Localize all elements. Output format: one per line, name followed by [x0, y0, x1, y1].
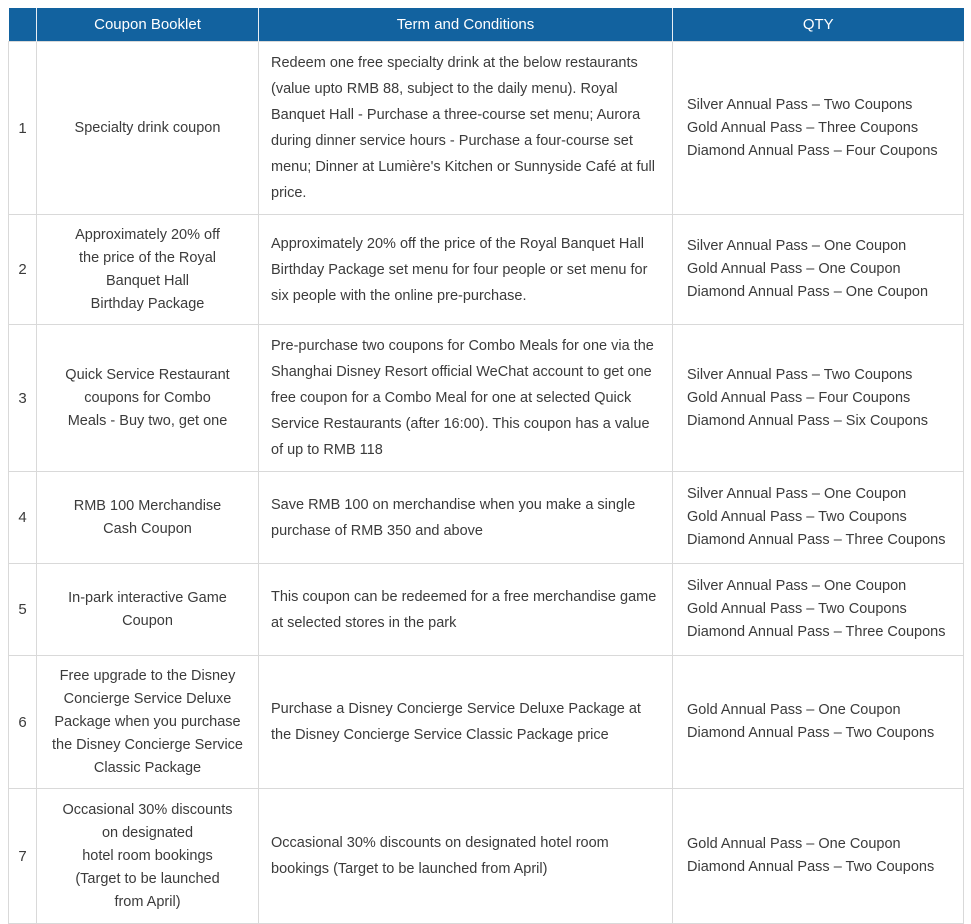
table-row: [9, 42, 964, 215]
table-row: [9, 789, 964, 924]
row-number: 5: [9, 564, 37, 656]
terms-cell: Pre-purchase two coupons for Combo Meals for one via the Shanghai Disney Resort official WeChat account to get one free coupon for a Combo Meal for one at selected Quick Service Restaurants (after 16:00). This coupon has a value of up to RMB 118: [259, 325, 673, 472]
qty-line: Silver Annual Pass – Two Coupons: [687, 366, 913, 383]
coupon-booklet-cell: [37, 42, 259, 215]
qty-line: Diamond Annual Pass – Two Coupons: [687, 859, 935, 875]
qty-line: Diamond Annual Pass – Three Coupons: [687, 532, 946, 548]
booklet-line: Quick Service Restaurant: [65, 366, 230, 383]
qty-cell: [673, 564, 964, 656]
qty-cell: [673, 656, 964, 789]
table-row: [9, 472, 964, 564]
row-number: 4: [9, 472, 37, 564]
qty-line: Gold Annual Pass – One Coupon: [687, 836, 901, 852]
coupon-booklet-cell: [37, 325, 259, 472]
qty-line: Diamond Annual Pass – One Coupon: [687, 284, 929, 300]
booklet-line: the Disney Concierge Service: [51, 736, 243, 753]
row-number: 6: [9, 656, 37, 789]
booklet-line: Banquet Hall: [105, 272, 190, 289]
booklet-line: hotel room bookings: [82, 847, 213, 864]
qty-line: Diamond Annual Pass – Six Coupons: [687, 412, 929, 429]
qty-line: Gold Annual Pass – Four Coupons: [687, 389, 911, 406]
row-number: 3: [9, 325, 37, 472]
table-row: [9, 215, 964, 325]
header-qty: QTY: [673, 8, 964, 42]
qty-line: Gold Annual Pass – Two Coupons: [687, 601, 907, 617]
qty-cell: [673, 325, 964, 472]
qty-cell: [673, 789, 964, 924]
table-row: [9, 564, 964, 656]
coupon-table: [8, 8, 964, 924]
terms-cell: Save RMB 100 on merchandise when you make a single purchase of RMB 350 and above: [259, 472, 673, 564]
booklet-line: Cash Coupon: [103, 520, 192, 537]
coupon-booklet-cell: [37, 564, 259, 656]
booklet-line: In-park interactive Game: [68, 589, 227, 606]
booklet-line: Birthday Package: [90, 295, 205, 312]
qty-line: Gold Annual Pass – One Coupon: [687, 261, 901, 277]
row-number: 2: [9, 215, 37, 325]
coupon-booklet-cell: [37, 472, 259, 564]
qty-line: Gold Annual Pass – Two Coupons: [687, 509, 907, 525]
header-coupon-booklet: Coupon Booklet: [37, 8, 259, 42]
qty-line: Silver Annual Pass – One Coupon: [687, 238, 907, 254]
qty-line: Silver Annual Pass – Two Coupons: [687, 96, 913, 113]
row-number: 1: [9, 42, 37, 215]
qty-cell: [673, 215, 964, 325]
coupon-booklet-cell: [37, 215, 259, 325]
qty-line: Gold Annual Pass – One Coupon: [687, 702, 901, 718]
booklet-line: Coupon: [122, 612, 173, 629]
terms-cell: Occasional 30% discounts on designated hotel room bookings (Target to be launched from April): [259, 789, 673, 924]
booklet-line: the price of the Royal: [78, 249, 217, 266]
booklet-line: RMB 100 Merchandise: [73, 497, 222, 514]
booklet-line: Meals - Buy two, get one: [67, 412, 228, 429]
qty-line: Diamond Annual Pass – Four Coupons: [687, 142, 938, 159]
booklet-line: from April): [114, 893, 181, 910]
booklet-line: coupons for Combo: [84, 389, 211, 406]
qty-cell: [673, 472, 964, 564]
qty-line: Silver Annual Pass – One Coupon: [687, 486, 907, 502]
table-row: [9, 656, 964, 789]
terms-cell: Redeem one free specialty drink at the below restaurants (value upto RMB 88, subject to the daily menu). Royal Banquet Hall - Purchase a three-course set menu; Aurora during dinner service hours - Purchase a four-course set menu; Dinner at Lumière's Kitchen or Sunnyside Café at full price.: [259, 42, 673, 215]
terms-cell: Purchase a Disney Concierge Service Deluxe Package at the Disney Concierge Service Classic Package price: [259, 656, 673, 789]
booklet-line: Approximately 20% off: [75, 226, 220, 243]
booklet-line: Occasional 30% discounts: [62, 801, 233, 818]
header-index: [9, 8, 37, 42]
qty-cell: [673, 42, 964, 215]
row-number: 7: [9, 789, 37, 924]
booklet-line: (Target to be launched: [75, 870, 220, 887]
qty-line: Diamond Annual Pass – Three Coupons: [687, 624, 946, 640]
qty-line: Silver Annual Pass – One Coupon: [687, 578, 907, 594]
coupon-booklet-cell: [37, 789, 259, 924]
booklet-line: Specialty drink coupon: [74, 119, 221, 136]
table-row: [9, 325, 964, 472]
header-term-and-conditions: Term and Conditions: [259, 8, 673, 42]
booklet-line: Concierge Service Deluxe: [63, 690, 232, 707]
coupon-booklet-cell: [37, 656, 259, 789]
qty-line: Diamond Annual Pass – Two Coupons: [687, 725, 935, 741]
terms-cell: Approximately 20% off the price of the Royal Banquet Hall Birthday Package set menu for four people or set menu for six people with the online pre-purchase.: [259, 215, 673, 325]
booklet-line: Classic Package: [93, 759, 202, 776]
qty-line: Gold Annual Pass – Three Coupons: [687, 119, 919, 136]
booklet-line: Free upgrade to the Disney: [59, 667, 236, 684]
booklet-line: on designated: [101, 824, 194, 841]
terms-cell: This coupon can be redeemed for a free merchandise game at selected stores in the park: [259, 564, 673, 656]
header-row: [9, 8, 964, 42]
booklet-line: Package when you purchase: [54, 713, 241, 730]
